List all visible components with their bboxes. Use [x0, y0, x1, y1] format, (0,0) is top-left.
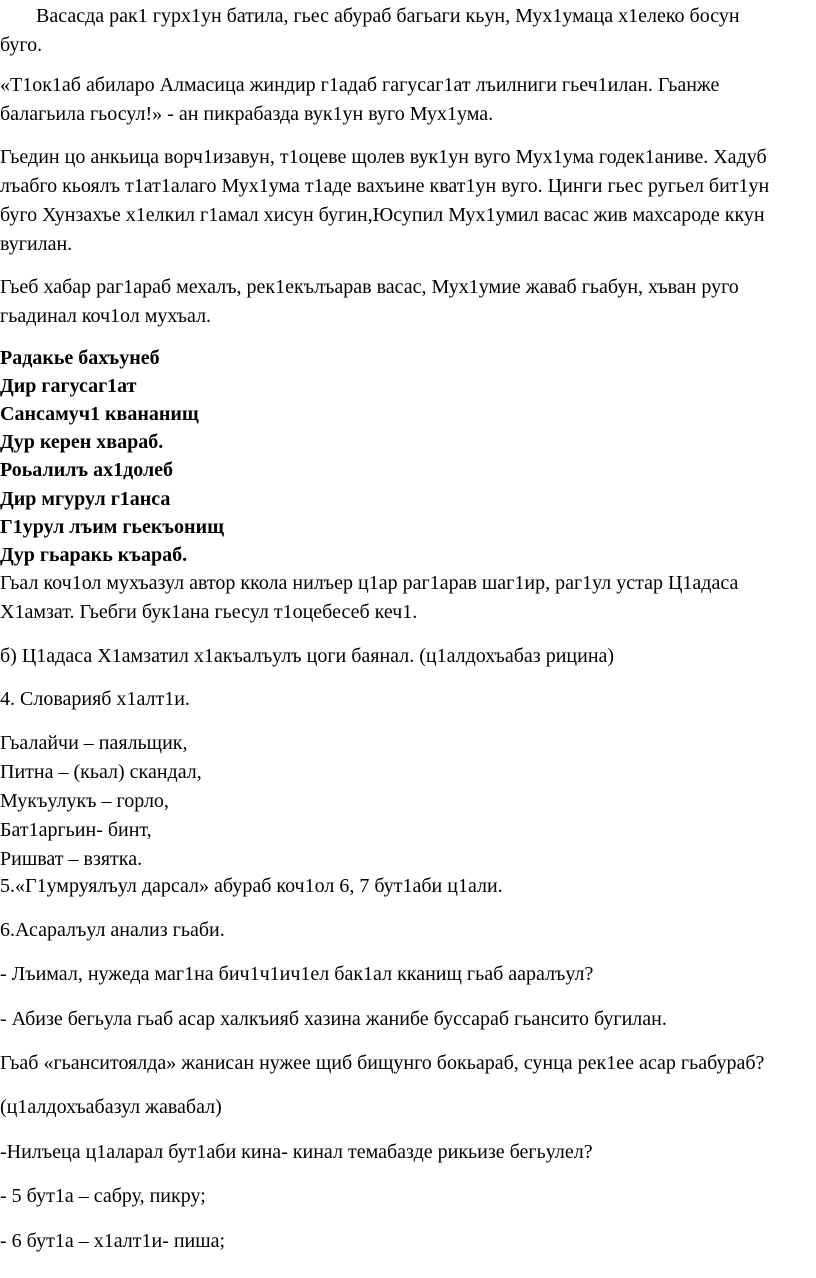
paragraph-line: лъабго кьоялъ т1ат1алаго Мух1ума т1аде вахъине кват1ун вуго. Цинги гьес ругьел бит1ун	[0, 175, 770, 197]
paragraph-line: - 6 бут1а – х1алт1и- пиша;	[0, 1230, 226, 1252]
vocabulary-item: Мукъулукъ – горло,	[0, 790, 169, 812]
paragraph-line: б) Ц1адаса Х1амзатил х1акъалъулъ цоги баянал. (ц1алдохъабаз рицина)	[0, 645, 615, 667]
paragraph-line: балагьила гьосул!» - ан пикрабазда вук1ун вуго Мух1ума.	[0, 103, 494, 125]
paragraph-line: Гьаб «гьанситоялда» жанисан нужее щиб бищунго бокьараб, сунца рек1ее асар гьабураб?	[0, 1052, 765, 1074]
vocabulary-item: Ришват – взятка.	[0, 848, 143, 870]
poem-line: Радакье бахъунеб	[0, 347, 160, 369]
section-heading: 4. Словарияб х1алт1и.	[0, 688, 190, 710]
section-heading: 6.Асаралъул анализ гьаби.	[0, 919, 225, 941]
section-heading: 5.«Г1умруялъул дарсал» абураб коч1ол 6, 7 бут1аби ц1али.	[0, 875, 503, 897]
poem-line: Дир гагусаг1ат	[0, 375, 137, 397]
paragraph-line: - 5 бут1а – сабру, пикру;	[0, 1185, 206, 1207]
paragraph-line: Гьеб хабар раг1араб мехалъ, рек1екълъарав васас, Мух1умие жаваб гьабун, хъван руго	[0, 276, 739, 298]
poem-line: Роьалилъ ах1долеб	[0, 459, 174, 481]
paragraph-line: буго Хунзахъе х1елкил г1амал хисун бугин,Юсупил Мух1умил васас жив махсароде ккун	[0, 204, 765, 226]
paragraph-line: - Абизе бегьула гьаб асар халкъияб хазина жанибе буссараб гьансито бугилан.	[0, 1008, 667, 1030]
paragraph-line: Х1амзат. Гьебги бук1ана гьесул т1оцебесеб кеч1.	[0, 601, 418, 623]
paragraph-line: Гьал коч1ол мухъазул автор ккола нилъер ц1ар раг1арав шаг1ир, раг1ул устар Ц1адаса	[0, 572, 739, 594]
poem-line: Дир мгурул г1анса	[0, 488, 171, 510]
vocabulary-item: Питна – (кьал) скандал,	[0, 761, 202, 783]
poem-line: Дур керен хвараб.	[0, 431, 164, 453]
poem-line: Сансамуч1 квананищ	[0, 403, 199, 425]
paragraph-line: -Нилъеца ц1аларал бут1аби кина- кинал темабазде рикьизе бегьулел?	[0, 1141, 593, 1163]
paragraph-line: буго.	[0, 34, 43, 56]
paragraph-line: Васасда рак1 гурх1ун батила, гьес абураб багьаги кьун, Мух1умаца х1елеко босун	[36, 5, 740, 27]
poem-line: Г1урул лъим гьекъонищ	[0, 516, 224, 538]
paragraph-line: «Т1ок1аб абиларо Алмасица жиндир г1адаб гагусаг1ат лъилниги гьеч1илан. Гьанже	[0, 74, 720, 96]
paragraph-line: гьадинал коч1ол мухъал.	[0, 305, 212, 327]
paragraph-line: (ц1алдохъабазул жавабал)	[0, 1096, 222, 1118]
paragraph-line: вугилан.	[0, 233, 73, 255]
paragraph-line: - Лъимал, нужеда маг1на бич1ч1ич1ел бак1ал кканищ гьаб ааралъул?	[0, 963, 594, 985]
vocabulary-item: Гьалайчи – паяльщик,	[0, 732, 188, 754]
poem-line: Дур гьаракь къараб.	[0, 544, 188, 566]
vocabulary-item: Бат1аргьин- бинт,	[0, 819, 152, 841]
paragraph-line: Гьедин цо анкьица ворч1изавун, т1оцеве щолев вук1ун вуго Мух1ума годек1аниве. Хадуб	[0, 146, 767, 168]
